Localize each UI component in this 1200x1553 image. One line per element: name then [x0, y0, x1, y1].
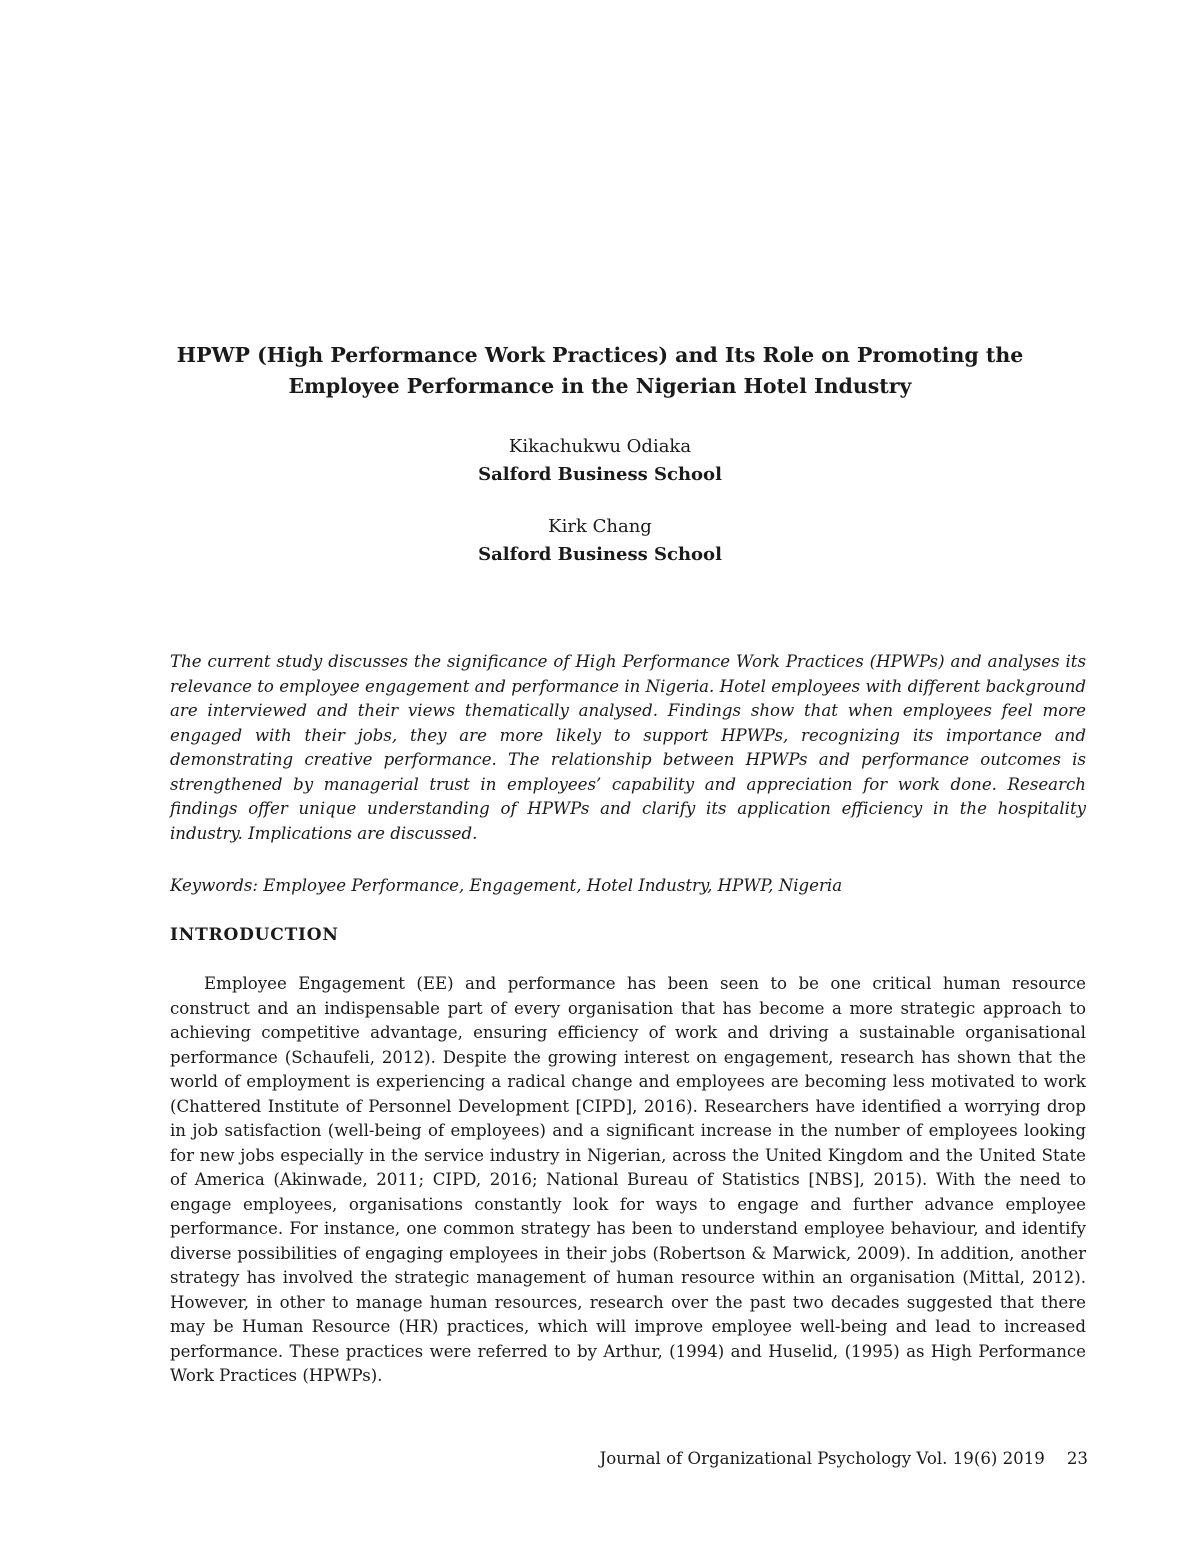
- author-block-2: [300, 513, 900, 569]
- introduction-heading: INTRODUCTION: [170, 925, 339, 945]
- author-block-1: [300, 433, 900, 489]
- author-affiliation: Salford Business School: [478, 464, 722, 485]
- journal-citation: Journal of Organizational Psychology Vol. 19(6) 2019: [599, 1449, 1045, 1468]
- author-affiliation: Salford Business School: [478, 544, 722, 565]
- abstract: The current study discusses the significance of High Performance Work Practices (HPWPs) and analyses its relevance to employee engagement and performance in Nigeria. Hotel employees with different background are interviewed and their views thematically analysed. Findings show that when employees feel more engaged with their jobs, they are more likely to support HPWPs, recognizing its importance and demonstrating creative performance. The relationship between HPWPs and performance outcomes is strengthened by managerial trust in employees’ capability and appreciation for work done. Research findings offer unique understanding of HPWPs and clarify its application efficiency in the hospitality industry. Implications are discussed.: [170, 652, 1086, 843]
- introduction-paragraph: Employee Engagement (EE) and performance has been seen to be one critical human resource construct and an indispensable part of every organisation that has become a more strategic approach to achieving competitive advantage, ensuring efficiency of work and driving a sustainable organisational performance (Schaufeli, 2012). Despite the growing interest on engagement, research has shown that the world of employment is experiencing a radical change and employees are becoming less motivated to work (Chattered Institute of Personnel Development [CIPD], 2016). Researchers have identified a worrying drop in job satisfaction (well-being of employees) and a significant increase in the number of employees looking for new jobs especially in the service industry in Nigerian, across the United Kingdom and the United State of America (Akinwade, 2011; CIPD, 2016; National Bureau of Statistics [NBS], 2015). With the need to engage employees, organisations constantly look for ways to engage and further advance employee performance. For instance, one common strategy has been to understand employee behaviour, and identify diverse possibilities of engaging employees in their jobs (Robertson & Marwick, 2009). In addition, another strategy has involved the strategic management of human resource within an organisation (Mittal, 2012). However, in other to manage human resources, research over the past two decades suggested that there may be Human Resource (HR) practices, which will improve employee well-being and lead to increased performance. These practices were referred to by Arthur, (1994) and Huselid, (1995) as High Performance Work Practices (HPWPs).: [170, 974, 1086, 1385]
- page-number: 23: [1066, 1449, 1088, 1468]
- page-footer: [600, 1447, 1088, 1471]
- author-name: Kirk Chang: [548, 516, 652, 537]
- author-name: Kikachukwu Odiaka: [508, 436, 692, 457]
- keywords: Keywords: Employee Performance, Engagement, Hotel Industry, HPWP, Nigeria: [170, 876, 843, 895]
- paper-title: HPWP (High Performance Work Practices) and Its Role on Promoting the Employee Performance in the Nigerian Hotel Industry: [176, 343, 1024, 398]
